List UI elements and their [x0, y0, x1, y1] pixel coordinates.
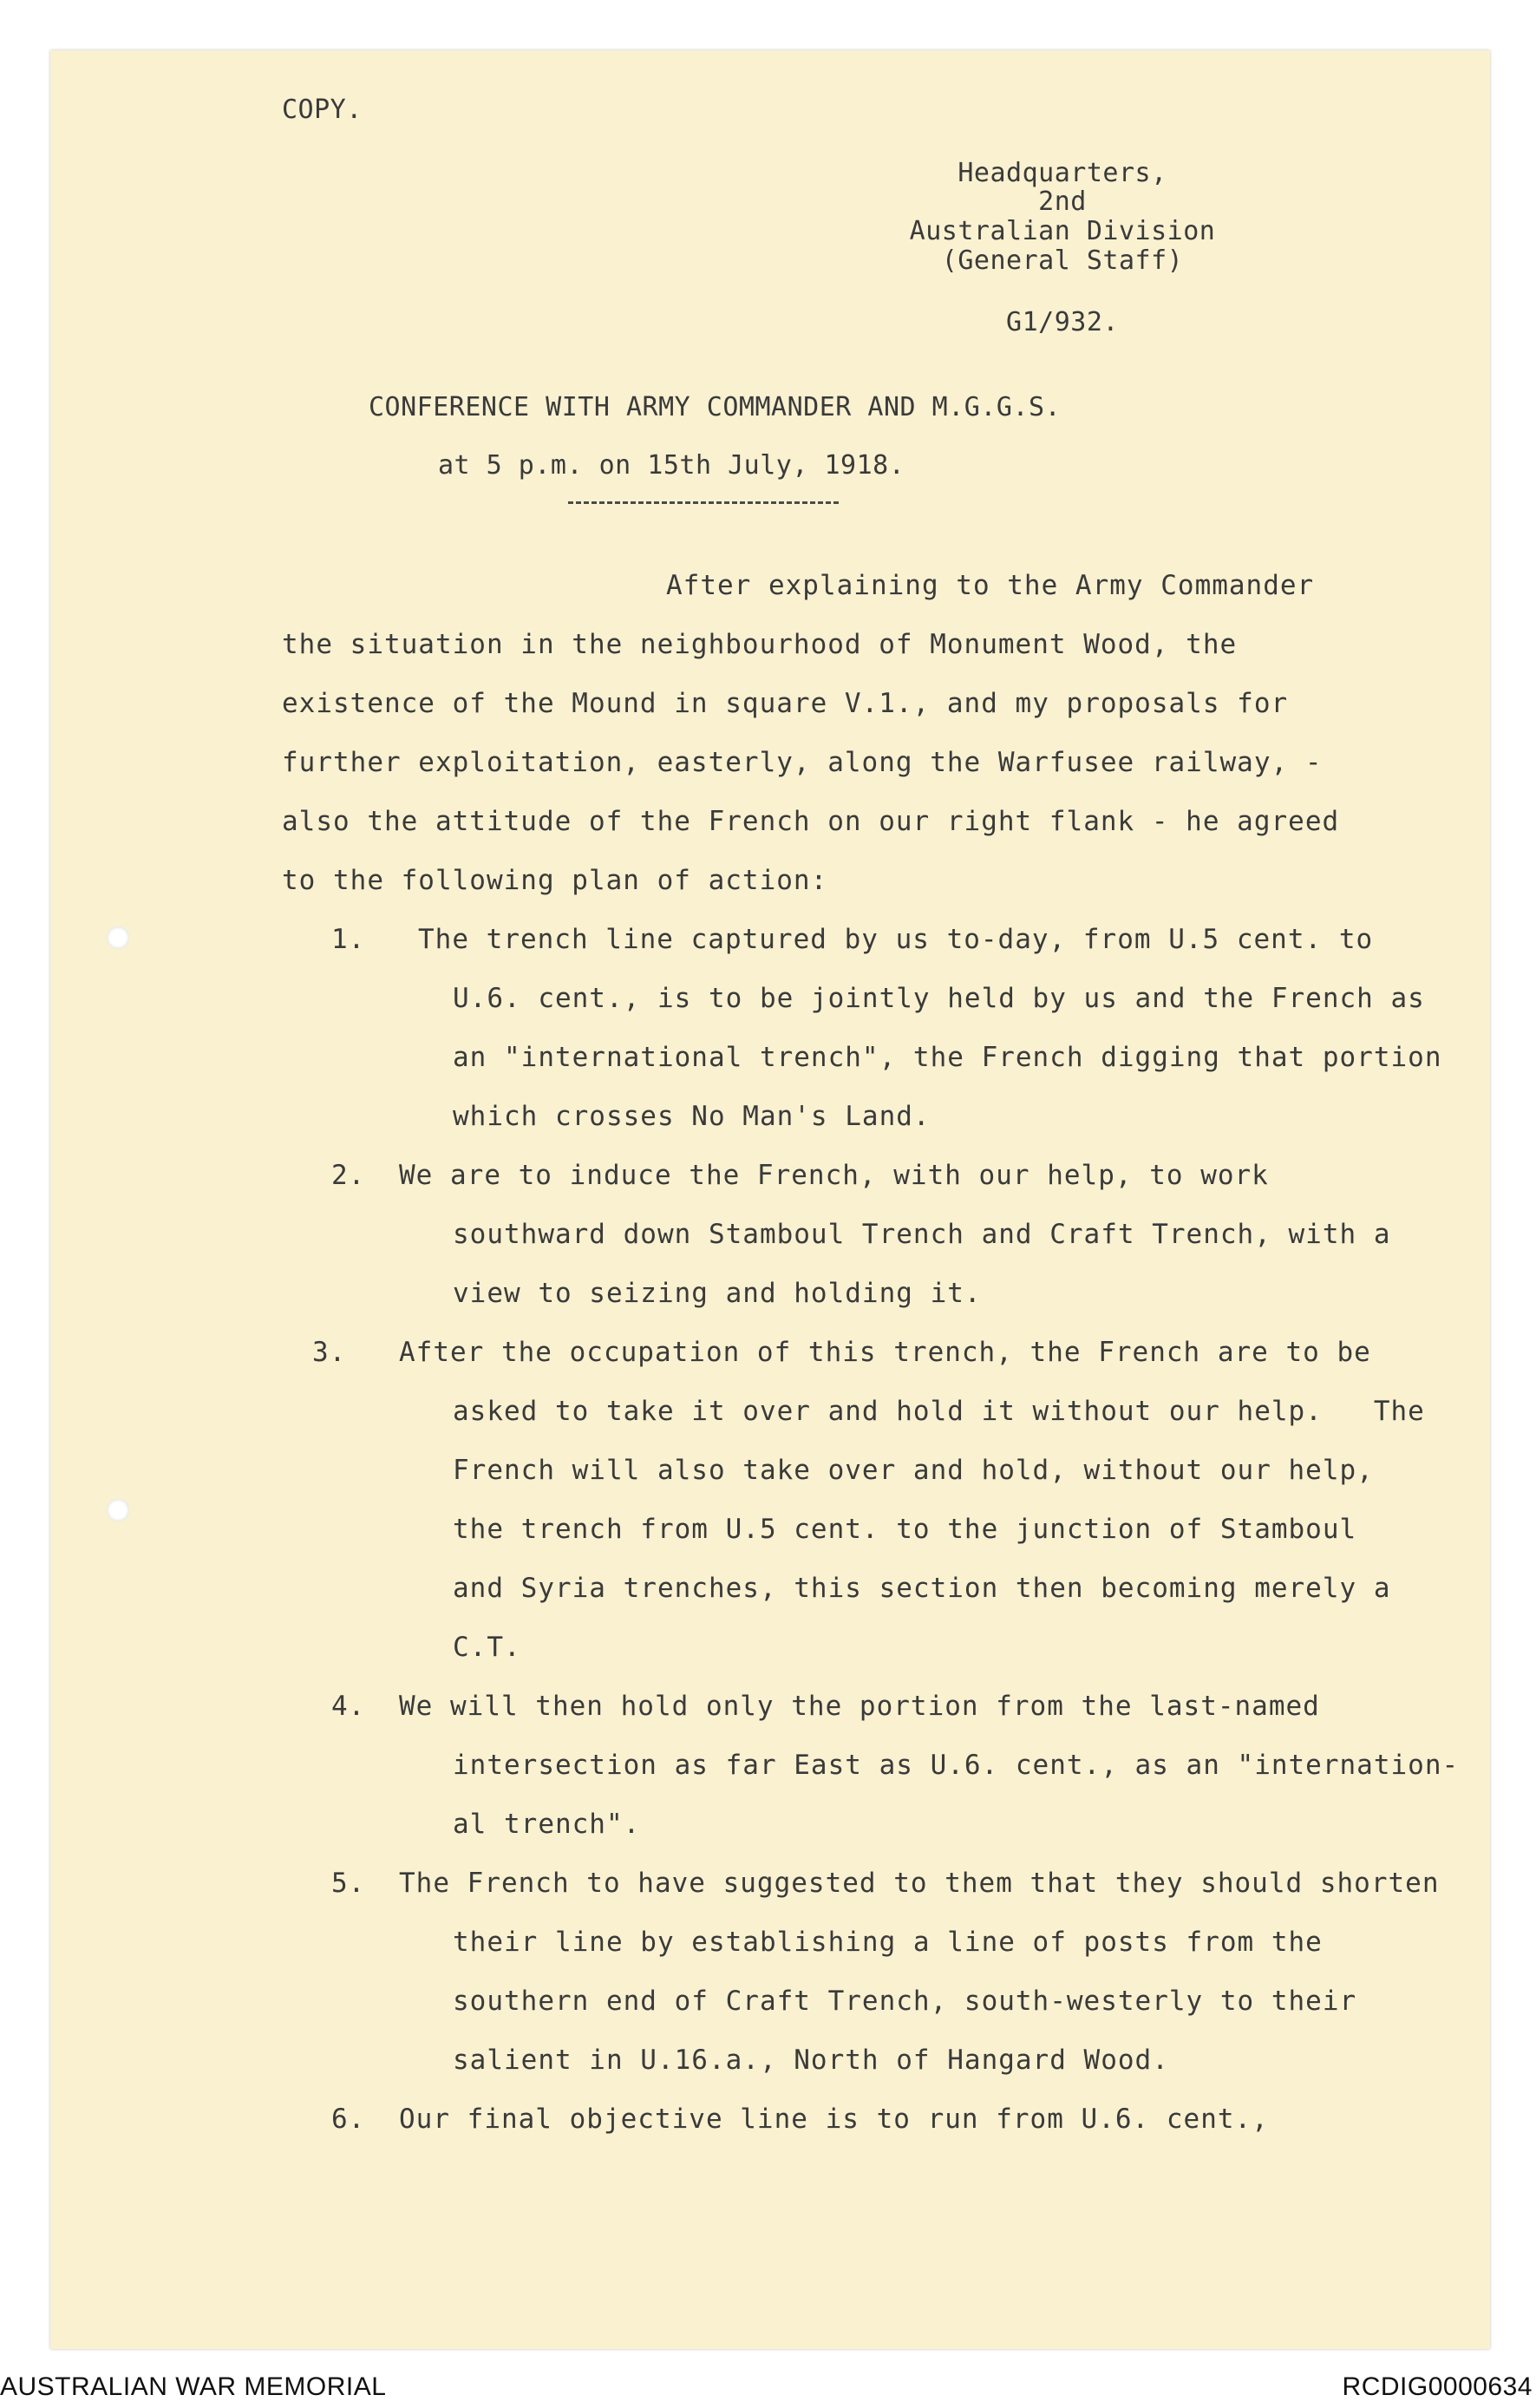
intro-line-2: the situation in the neighbourhood of Monument Wood, the [282, 629, 1238, 660]
item-4-line-2: intersection as far East as U.6. cent., as an "internation- [453, 1750, 1460, 1781]
item-3-line-3: French will also take over and hold, without our help, [453, 1455, 1374, 1486]
header-line-1: Headquarters, [958, 158, 1167, 188]
item-1-line-3: an "international trench", the French digging that portion [453, 1042, 1442, 1073]
item-1-line-1: The trench line captured by us to-day, from U.5 cent. to [418, 924, 1374, 955]
item-5-number: 5. [331, 1868, 366, 1899]
punch-hole-bottom [107, 1499, 129, 1521]
intro-line-4: further exploitation, easterly, along the Warfusee railway, - [282, 747, 1323, 778]
item-3-line-4: the trench from U.5 cent. to the junction of Stamboul [453, 1514, 1357, 1545]
item-5-line-1: The French to have suggested to them that they should shorten [399, 1868, 1440, 1899]
footer-institution: AUSTRALIAN WAR MEMORIAL [0, 2372, 387, 2401]
header-line-3: Australian Division [909, 216, 1216, 246]
item-4-line-1: We will then hold only the portion from the last-named [399, 1691, 1320, 1722]
item-5-line-4: salient in U.16.a., North of Hangard Wood. [453, 2045, 1169, 2076]
header-line-2: 2nd [1038, 186, 1087, 217]
item-6-line-1: Our final objective line is to run from U.6. cent., [399, 2104, 1269, 2135]
document-subtitle: at 5 p.m. on 15th July, 1918. [438, 450, 905, 481]
reference-number: G1/932. [1006, 307, 1119, 337]
item-2-line-1: We are to induce the French, with our help, to work [399, 1160, 1269, 1191]
intro-line-1: After explaining to the Army Commander [666, 570, 1315, 601]
item-1-line-2: U.6. cent., is to be jointly held by us and the French as [453, 983, 1425, 1014]
item-2-line-2: southward down Stamboul Trench and Craft Trench, with a [453, 1219, 1391, 1250]
item-3-line-1: After the occupation of this trench, the French are to be [399, 1337, 1371, 1368]
item-4-number: 4. [331, 1691, 366, 1722]
intro-line-3: existence of the Mound in square V.1., and my proposals for [282, 688, 1289, 719]
item-2-line-3: view to seizing and holding it. [453, 1278, 982, 1309]
item-2-number: 2. [331, 1160, 366, 1191]
item-5-line-3: southern end of Craft Trench, south-westerly to their [453, 1986, 1357, 2017]
item-4-line-3: al trench". [453, 1809, 641, 1840]
title-underline [568, 501, 839, 504]
intro-line-5: also the attitude of the French on our right flank - he agreed [282, 806, 1340, 837]
item-1-number: 1. [331, 924, 366, 955]
item-5-line-2: their line by establishing a line of posts from the [453, 1927, 1323, 1958]
item-3-line-2: asked to take it over and hold it without our help. The [453, 1396, 1425, 1427]
item-1-line-4: which crosses No Man's Land. [453, 1101, 931, 1132]
intro-line-6: to the following plan of action: [282, 865, 828, 896]
item-3-line-6: C.T. [453, 1632, 521, 1663]
item-6-number: 6. [331, 2104, 366, 2135]
punch-hole-top [107, 926, 129, 949]
header-line-4: (General Staff) [941, 245, 1184, 276]
copy-mark: COPY. [282, 95, 363, 125]
footer-identifier: RCDIG0000634 [1342, 2372, 1533, 2401]
document-title: CONFERENCE WITH ARMY COMMANDER AND M.G.G.S. [369, 392, 1062, 422]
item-3-number: 3. [312, 1337, 347, 1368]
item-3-line-5: and Syria trenches, this section then becoming merely a [453, 1573, 1391, 1604]
